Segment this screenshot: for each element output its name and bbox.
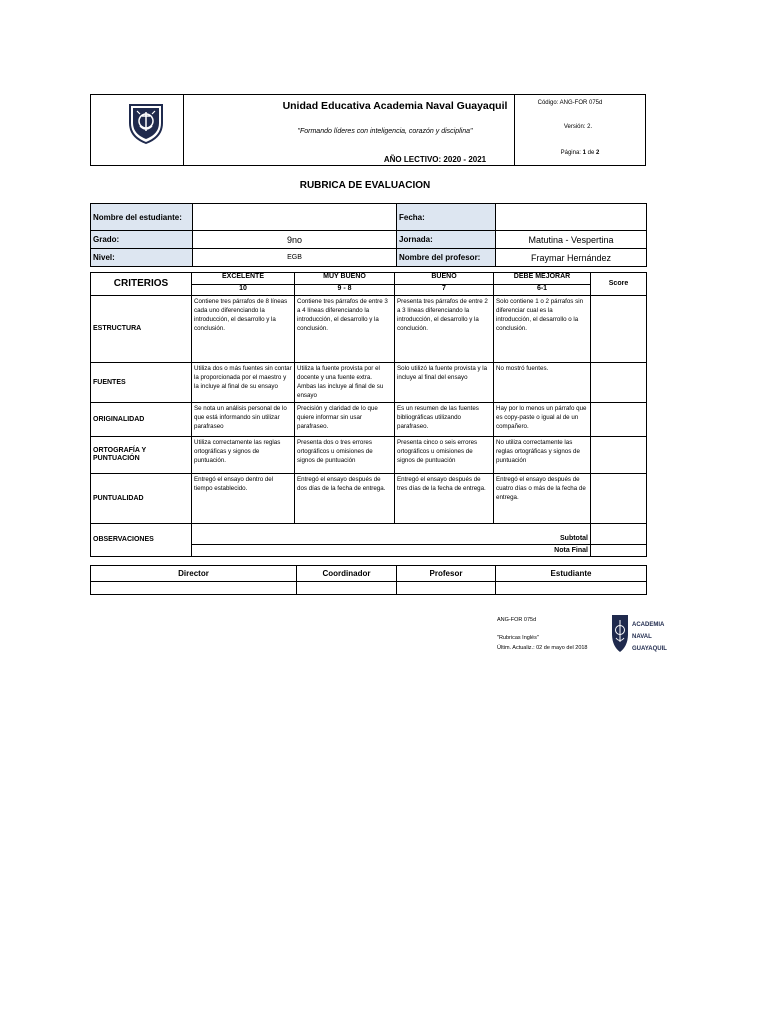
descriptor-cell: No utiliza correctamente las reglas ortográficas y signos de puntuación <box>494 437 591 474</box>
student-name-label: Nombre del estudiante: <box>91 204 193 231</box>
descriptor-cell: Contiene tres párrafos de entre 3 a 4 líneas diferenciando la introducción, el desarrollo y la conclusión. <box>295 296 395 363</box>
page-current: 1 <box>582 150 586 156</box>
descriptor-cell: Utiliza dos o más fuentes sin contar la proporcionada por el maestro y la incluye al final de su ensayo <box>192 363 295 403</box>
school-crest-icon <box>124 101 168 145</box>
descriptor-cell: Entregó el ensayo después de tres días de la fecha de entrega. <box>395 474 494 524</box>
student-name-field[interactable] <box>193 204 397 231</box>
final-grade-label: Nota Final <box>192 545 591 557</box>
date-label: Fecha: <box>397 204 496 231</box>
signature-field[interactable] <box>496 582 647 595</box>
descriptor-cell: Presenta tres párrafos de entre 2 a 3 líneas diferenciando la introducción, el desarrollo y la conclución. <box>395 296 494 363</box>
score-cell[interactable] <box>591 296 647 363</box>
footer-last-update: Últim. Actualiz.: 02 de mayo del 2018 <box>497 645 588 651</box>
logo-line: GUAYAQUIL <box>632 646 667 652</box>
descriptor-cell: Utiliza correctamente las reglas ortográficas y signos de puntuación. <box>192 437 295 474</box>
criterion-label: ORIGINALIDAD <box>91 403 192 437</box>
level-points: 10 <box>192 285 295 296</box>
page-number <box>520 150 640 156</box>
school-year: AÑO LECTIVO: 2020 - 2021 <box>383 155 487 164</box>
descriptor-cell: Entregó el ensayo después de cuatro días o más de la fecha de entrega. <box>494 474 591 524</box>
score-cell[interactable] <box>591 403 647 437</box>
rubric-title: RUBRICA DE EVALUACION <box>299 180 431 191</box>
level-points: 7 <box>395 285 494 296</box>
grade-field[interactable]: 9no <box>193 231 397 249</box>
descriptor-cell: Solo contiene 1 o 2 párrafos sin diferenciar cual es la introducción, el desarrollo o la conclusión. <box>494 296 591 363</box>
teacher-label: Nombre del profesor: <box>397 249 496 267</box>
descriptor-cell: Se nota un análisis personal de lo que está informando sin utilizar parafraseo <box>192 403 295 437</box>
final-grade-field[interactable] <box>591 545 647 557</box>
academy-logo-icon <box>610 612 672 662</box>
level-name: MUY BUENO <box>295 273 395 285</box>
level-name: DEBE MEJORAR <box>494 273 591 285</box>
descriptor-cell: Entregó el ensayo dentro del tiempo establecido. <box>192 474 295 524</box>
page-of: de <box>587 150 595 156</box>
level-label: Nivel: <box>91 249 193 267</box>
level-name: EXCELENTE <box>192 273 295 285</box>
descriptor-cell: Hay por lo menos un párrafo que es copy-paste o igual al de un compañero. <box>494 403 591 437</box>
signature-field[interactable] <box>397 582 496 595</box>
descriptor-cell: Entregó el ensayo después de dos días de la fecha de entrega. <box>295 474 395 524</box>
school-motto: "Formando líderes con inteligencia, corazón y disciplina" <box>297 128 473 135</box>
student-info-table <box>90 203 647 267</box>
signature-role: Estudiante <box>496 566 647 582</box>
criterion-label: FUENTES <box>91 363 192 403</box>
descriptor-cell: Solo utilizó la fuente provista y la incluye al final del ensayo <box>395 363 494 403</box>
criteria-header: CRITERIOS <box>91 273 192 296</box>
criterion-label: ORTOGRAFÍA Y PUNTUACIÓN <box>91 437 192 474</box>
header-divider <box>183 94 184 166</box>
rubric-row <box>91 363 647 403</box>
page-total: 2 <box>596 150 600 156</box>
criterion-label: PUNTUALIDAD <box>91 474 192 524</box>
rubric-row <box>91 474 647 524</box>
descriptor-cell: Utiliza la fuente provista por el docente y una fuente extra. Ambas las incluye al final de su ensayo <box>295 363 395 403</box>
criterion-label: ESTRUCTURA <box>91 296 192 363</box>
score-cell[interactable] <box>591 437 647 474</box>
shift-label: Jornada: <box>397 231 496 249</box>
score-cell[interactable] <box>591 474 647 524</box>
rubric-table <box>90 272 647 557</box>
score-header: Score <box>591 273 647 296</box>
level-points: 9 - 8 <box>295 285 395 296</box>
rubric-row <box>91 403 647 437</box>
descriptor-cell: Contiene tres párrafos de 8 líneas cada uno diferenciando la introducción, el desarrollo y la conclusión. <box>192 296 295 363</box>
shift-field[interactable]: Matutina - Vespertina <box>496 231 647 249</box>
level-field[interactable]: EGB <box>193 249 397 267</box>
signature-table <box>90 565 647 595</box>
document-code: Código: ANG-FOR 075d <box>537 100 603 106</box>
level-points: 6-1 <box>494 285 591 296</box>
observations-label: OBSERVACIONES <box>91 524 192 557</box>
school-name: Unidad Educativa Academia Naval Guayaquil <box>282 100 508 112</box>
signature-field[interactable] <box>91 582 297 595</box>
rubric-row <box>91 437 647 474</box>
footer-document-name: "Rubricas Inglés" <box>497 635 539 641</box>
signature-field[interactable] <box>297 582 397 595</box>
descriptor-cell: No mostró fuentes. <box>494 363 591 403</box>
descriptor-cell: Presenta dos o tres errores ortográficos u omisiones de signos de puntuación <box>295 437 395 474</box>
signature-role: Director <box>91 566 297 582</box>
descriptor-cell: Precisión y claridad de lo que quiere informar sin usar parafraseo. <box>295 403 395 437</box>
footer-code: ANG-FOR 075d <box>497 617 537 623</box>
date-field[interactable] <box>496 204 647 231</box>
logo-line: ACADEMIA <box>632 622 665 628</box>
signature-role: Profesor <box>397 566 496 582</box>
logo-line: NAVAL <box>632 634 652 640</box>
subtotal-field[interactable] <box>591 524 647 545</box>
descriptor-cell: Es un resumen de las fuentes bibliográficas utilizando parafraseo. <box>395 403 494 437</box>
grade-label: Grado: <box>91 231 193 249</box>
page-label: Página: <box>560 150 581 156</box>
descriptor-cell: Presenta cinco o seis errores ortográficos u omisiones de signos de puntuación <box>395 437 494 474</box>
signature-role: Coordinador <box>297 566 397 582</box>
rubric-row <box>91 296 647 363</box>
subtotal-label: Subtotal <box>192 524 591 545</box>
score-cell[interactable] <box>591 363 647 403</box>
document-version: Versión: 2. <box>563 124 593 130</box>
teacher-field[interactable]: Fraymar Hernández <box>496 249 647 267</box>
level-name: BUENO <box>395 273 494 285</box>
